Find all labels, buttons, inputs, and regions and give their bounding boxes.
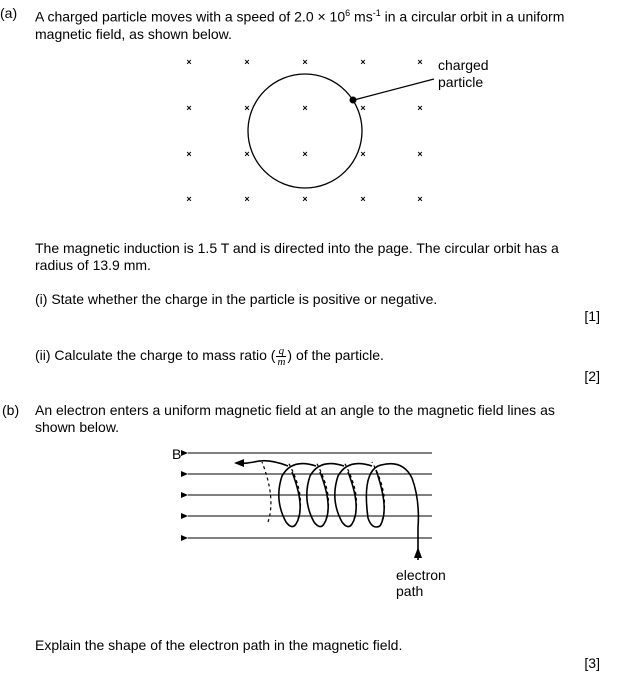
field-cross-icon: × [360,57,366,67]
electron-label: electron [396,567,446,583]
field-cross-icon: × [417,194,423,204]
field-cross-icon: × [360,103,366,113]
field-cross-icon: × [244,149,250,159]
helix-front-arcs [236,461,412,527]
field-cross-icon: × [186,103,192,113]
particle-pointer-line [354,79,434,100]
question-a-ii: (ii) Calculate the charge to mass ratio ( $\frac{q}{m}$ ) of the particle. [35,345,384,368]
field-cross-icon: × [302,57,308,67]
part-a-info [35,240,615,274]
field-cross-icon: × [360,194,366,204]
field-cross-icon: × [244,194,250,204]
charged-label: charged [438,57,489,73]
electron-entry-path [412,478,418,560]
marks-a-ii: [2] [584,368,600,384]
helix-exit-arrow [234,459,244,467]
field-cross-icon: × [302,103,308,113]
part-a-info-line2: radius of 13.9 mm. [35,257,151,273]
part-b-intro-line2: shown below. [35,419,120,435]
field-cross-icon: × [417,57,423,67]
part-b-intro-line1: An electron enters a uniform magnetic field at an angle to the magnetic field lines as [35,402,555,418]
part-a-intro-line1: A charged particle moves with a speed of $2.0 \times 10^6$ $ms^{-1}$ in a circular orbit in a uniform [35,8,565,25]
unit-exponent: -1 [372,8,381,18]
path-label: path [396,583,424,599]
part-a-label: (a) [0,5,18,21]
field-cross-icon: × [302,149,308,159]
field-cross-icon: × [360,149,366,159]
orbit-circle [248,74,362,188]
fraction-numerator: q [276,346,286,357]
part-a-intro-line2: magnetic field, as shown below. [35,25,232,42]
field-cross-icon: × [186,149,192,159]
helix-back-arcs [262,462,385,526]
speed-exponent: 6 [345,8,351,18]
field-cross-icon: × [186,57,192,67]
field-cross-icon: × [417,103,423,113]
part-b-label: (b) [2,402,20,418]
electron-entry-arrow [414,547,422,558]
field-cross-icon: × [244,57,250,67]
part-b-intro [35,402,615,436]
part-a-info-line1: The magnetic induction is 1.5 T and is directed into the page. The circular orbit has a [35,240,559,256]
marks-a-i: [1] [584,308,600,324]
field-cross-icon: × [244,103,250,113]
field-crosses [186,57,422,204]
field-b-label: B [172,446,182,462]
fraction-denominator: m [277,356,286,368]
q-over-m-fraction [276,346,286,367]
field-cross-icon: × [417,149,423,159]
particle-label: particle [438,74,484,90]
field-cross-icon: × [186,194,192,204]
part-a-intro [35,5,615,43]
charged-particle-dot [350,97,357,104]
question-a-i: (i) State whether the charge in the particle is positive or negative. [35,291,438,307]
question-b: Explain the shape of the electron path in the magnetic field. [35,637,403,653]
field-cross-icon: × [302,194,308,204]
marks-b: [3] [584,655,600,671]
